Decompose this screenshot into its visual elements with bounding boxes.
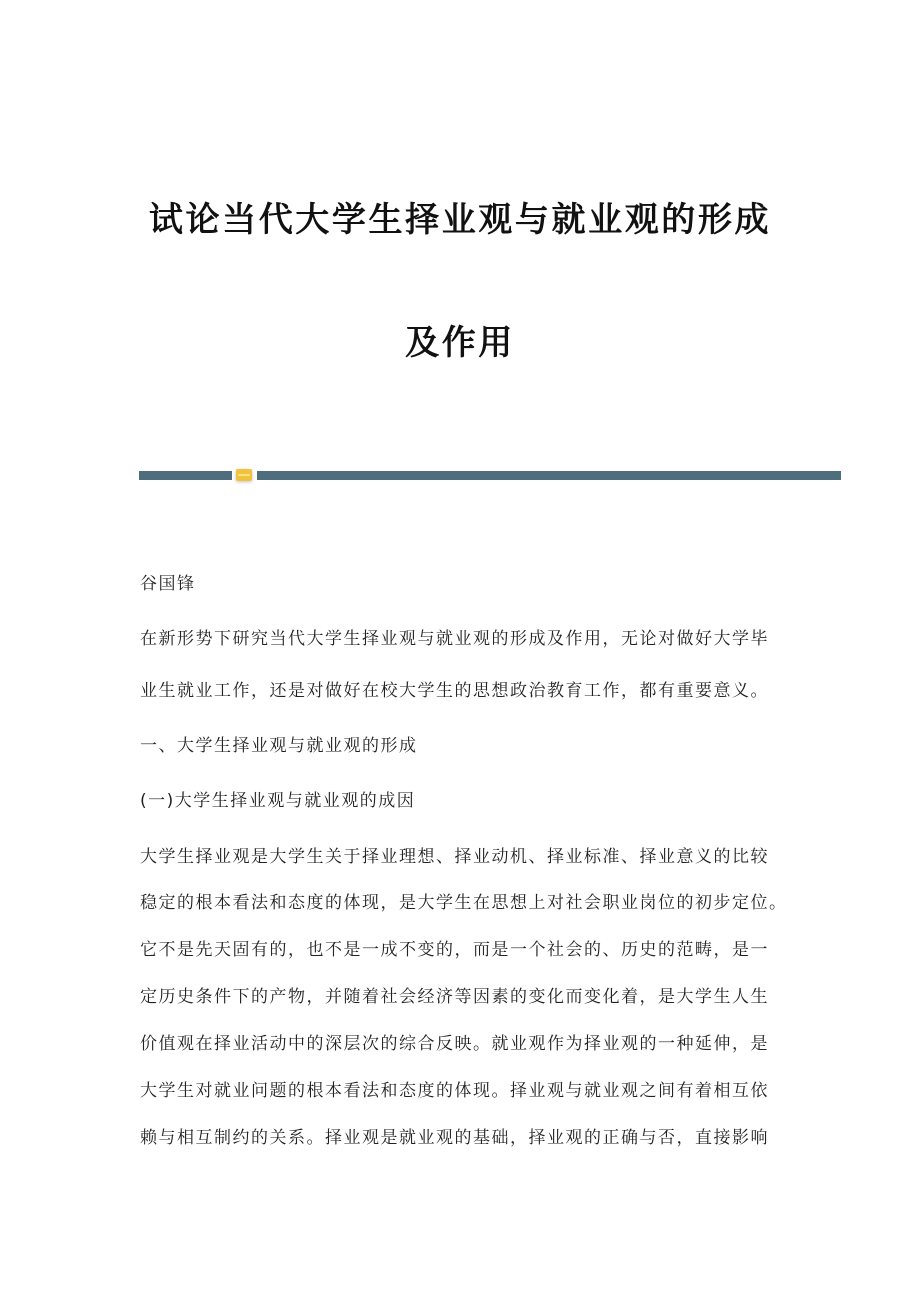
divider-bar-left: [139, 471, 232, 480]
section-heading: 一、大学生择业观与就业观的形成: [140, 736, 418, 756]
body-line: 价值观在择业活动中的深层次的综合反映。就业观作为择业观的一种延伸，是: [140, 1034, 769, 1054]
body-line: 稳定的根本看法和态度的体现，是大学生在思想上对社会职业岗位的初步定位。: [140, 893, 788, 913]
body-line: 它不是先天固有的，也不是一成不变的，而是一个社会的、历史的范畴，是一: [140, 940, 769, 960]
title-line-1: 试论当代大学生择业观与就业观的形成: [148, 200, 772, 240]
body-line: 赖与相互制约的关系。择业观是就业观的基础，择业观的正确与否，直接影响: [140, 1128, 769, 1148]
abstract-line: 业生就业工作，还是对做好在校大学生的思想政治教育工作，都有重要意义。: [140, 681, 769, 701]
title-line-2: 及作用: [405, 323, 515, 363]
abstract-line: 在新形势下研究当代大学生择业观与就业观的形成及作用，无论对做好大学毕: [140, 629, 769, 649]
divider-ornament-icon: [236, 469, 252, 481]
body-line: 定历史条件下的产物，并随着社会经济等因素的变化而变化着，是大学生人生: [140, 987, 769, 1007]
body-line: 大学生对就业问题的根本看法和态度的体现。择业观与就业观之间有着相互依: [140, 1081, 769, 1101]
subsection-heading: (一)大学生择业观与就业观的成因: [140, 791, 416, 811]
body-line: 大学生择业观是大学生关于择业理想、择业动机、择业标准、择业意义的比较: [140, 847, 769, 867]
divider-bar-right: [257, 471, 841, 480]
author: 谷国锋: [140, 574, 196, 594]
